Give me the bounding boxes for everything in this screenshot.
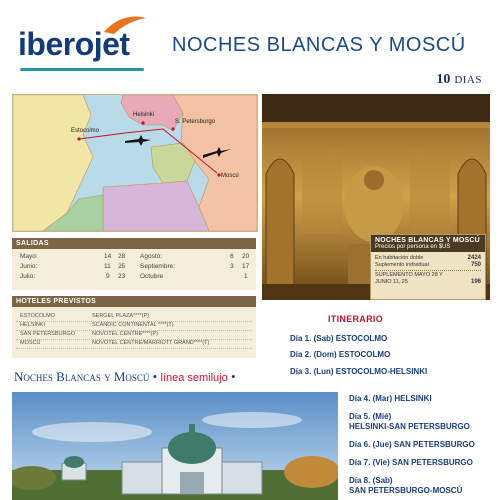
- day-value: 20: [242, 253, 250, 260]
- map-label-moscu: Moscú: [221, 173, 239, 179]
- itinerary-day: [290, 334, 387, 344]
- itinerary-day: [349, 394, 432, 404]
- itinerary-day: [349, 458, 473, 468]
- hotel-city: HELSINKI: [20, 322, 46, 328]
- price-row: [371, 262, 485, 269]
- day-value: 28: [118, 253, 126, 260]
- page-title: NOCHES BLANCAS Y MOSCÚ: [172, 34, 466, 56]
- price-box: [370, 234, 486, 300]
- hotel-name: NOVOTEL CENTRE****(P): [92, 331, 159, 337]
- hotels-table: [12, 296, 256, 358]
- itinerary-day-label: Día 6. (Jue) SAN PETERSBURGO: [349, 440, 475, 449]
- price-row-label: En habitación doble: [375, 255, 424, 261]
- hotel-name: NOVOTEL CENTRE/MARRIOTT GRAND****(T): [92, 340, 210, 346]
- itinerary-day-label: Día 8. (Sab): [349, 476, 393, 485]
- departures-row: [12, 273, 256, 282]
- bullet-separator: •: [230, 369, 236, 384]
- price-row: [371, 255, 485, 262]
- price-title: NOCHES BLANCAS Y MOSCÚ: [375, 237, 480, 244]
- map-label-helsinki: Helsinki: [133, 112, 155, 118]
- duration-label: [436, 70, 482, 88]
- hotel-city: ESTOCOLMO: [20, 313, 56, 319]
- price-supplement-label: SUPLEMENTO MAYO 28 Y: [375, 272, 443, 278]
- logo-wordmark: iberojet: [18, 26, 130, 62]
- price-supplement-label-2: JUNIO 11, 25: [375, 279, 408, 285]
- price-row-value: 750: [470, 262, 481, 268]
- day-value: 23: [118, 273, 126, 280]
- price-divider: [375, 270, 481, 271]
- month-label: Mayo:: [20, 253, 38, 260]
- day-value: 3: [230, 263, 234, 270]
- itinerary-day-route: HELSINKI-SAN PETERSBURGO: [349, 422, 470, 431]
- itinerary-day-label: Día 3. (Lun) ESTOCOLMO-HELSINKI: [290, 367, 428, 376]
- day-value: 11: [104, 263, 111, 270]
- hotel-row: [16, 331, 252, 340]
- month-label: Septiembre:: [140, 263, 176, 270]
- hotel-name: SCANDIC CONTINENTAL ****(T): [92, 322, 174, 328]
- palace-photo: [12, 392, 338, 500]
- map-label-estocolmo: Estocolmo: [71, 128, 100, 134]
- duration-unit: DIAS: [454, 74, 482, 86]
- price-supplement-row: [371, 279, 485, 286]
- route-map: [12, 94, 258, 232]
- itinerary-day: [349, 412, 470, 432]
- day-value: 1: [244, 273, 248, 280]
- itinerary-title: ITINERARIO: [328, 314, 384, 324]
- hotel-city: MOSCÚ: [20, 340, 41, 346]
- tour-name: Noches Blancas y Moscú: [14, 369, 150, 384]
- duration-number: 10: [436, 72, 451, 87]
- itinerary-day-label: Día 2. (Dom) ESTOCOLMO: [290, 350, 391, 359]
- itinerary-day: [290, 350, 390, 360]
- price-supplement-value: 196: [470, 279, 481, 285]
- day-value: 6: [230, 253, 234, 260]
- itinerary-day-label: Día 5. (Mié): [349, 412, 392, 421]
- tour-subtitle: [14, 369, 236, 385]
- day-value: 14: [104, 253, 112, 260]
- itinerary-day: [290, 367, 427, 377]
- price-supplement-row: [371, 272, 485, 279]
- hotel-name: SERGEL PLAZA****(P): [92, 313, 149, 319]
- price-row-label: Suplemento individual: [375, 262, 429, 268]
- hotel-city: SAN PETERSBURGO: [20, 331, 76, 337]
- month-label: Agosto:: [140, 253, 163, 260]
- itinerary-day: [349, 476, 462, 496]
- price-subtitle: Precios por persona en $US: [375, 244, 451, 250]
- month-label: Junio:: [20, 263, 38, 270]
- itinerary-day: [349, 440, 475, 450]
- month-label: Julio:: [20, 273, 36, 280]
- departures-heading: SALIDAS: [12, 238, 256, 249]
- itinerary-day-label: Día 1. (Sab) ESTOCOLMO: [290, 334, 388, 343]
- hotel-row: [16, 313, 252, 322]
- hotels-heading: HOTELES PREVISTOS: [12, 296, 256, 307]
- itinerary-day-label: Día 4. (Mar) HELSINKI: [349, 394, 432, 403]
- month-label: Octubre: [140, 273, 164, 280]
- logo-underline: [20, 68, 144, 71]
- hotel-row: [16, 322, 252, 331]
- price-header: [371, 235, 485, 252]
- map-label-spetersburgo: S. Petersburgo: [175, 119, 216, 125]
- day-value: 25: [118, 263, 126, 270]
- header: [0, 0, 500, 90]
- departures-table: [12, 238, 256, 290]
- day-value: 17: [242, 263, 250, 270]
- departures-row: [12, 263, 256, 272]
- itinerary-day-label: Día 7. (Vie) SAN PETERSBURGO: [349, 458, 473, 467]
- bullet-separator: •: [152, 369, 158, 384]
- itinerary-day-route: SAN PETERSBURGO-MOSCÚ: [349, 486, 463, 495]
- price-row-value: 2424: [467, 255, 481, 261]
- departures-row: [12, 253, 256, 262]
- tour-category: línea semilujo: [160, 372, 228, 384]
- hotel-row: [16, 340, 252, 349]
- iberojet-logo: [18, 16, 148, 76]
- day-value: 9: [106, 273, 110, 280]
